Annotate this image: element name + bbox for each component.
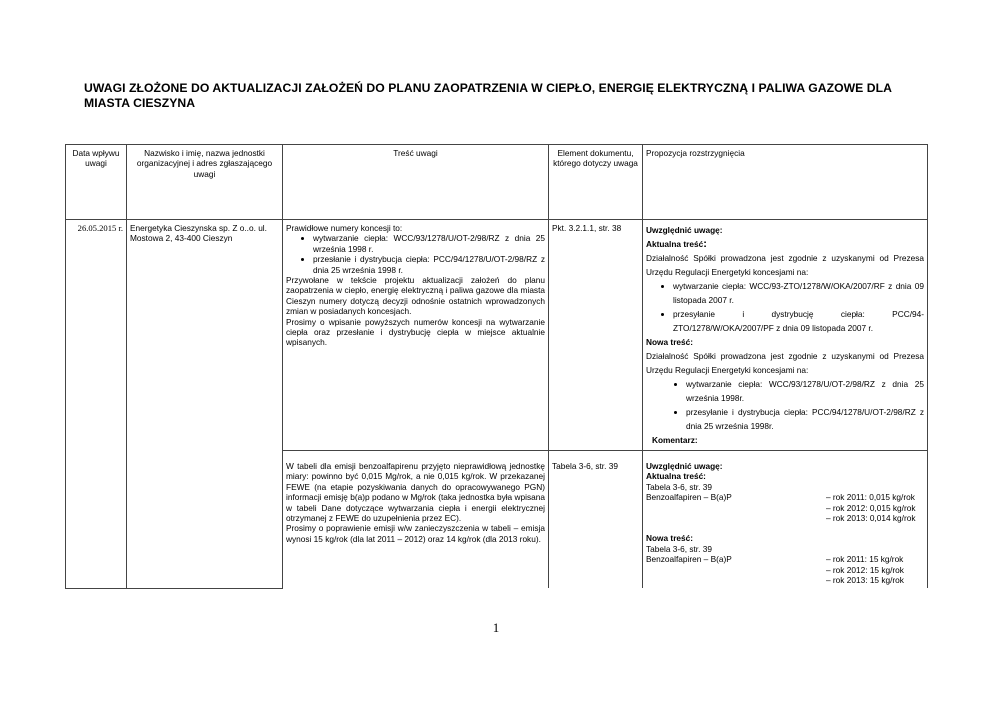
proposal-new-text: Działalność Spółki prowadzona jest zgodnie z uzyskanymi od Prezesa Urzędu Regulacji Energetyki koncesjami na:: [646, 351, 924, 375]
proposal-new-ref: Tabela 3-6, str. 39: [646, 543, 712, 554]
emission-row: – rok 2013: 15 kg/rok: [826, 575, 904, 586]
row-element: Tabela 3-6, str. 39: [549, 451, 643, 589]
content-intro: Prawidłowe numery koncesji to:: [286, 223, 403, 233]
content-paragraph: W tabeli dla emisji benzoalfapirenu przyjęto nieprawidłową jednostkę miary: powinno być 0,015 Mg/rok, a nie 0,015 kg/rok. W przekazanej FEWE (na etapie pozyskiwania danych do opracowywanego PGN) informacji emisję b(a)p podano w Mg/rok (taka jednostka była wpisana w tabeli Dane dotyczące wytwarzania ciepła i energii elektrycznej otrzymanej z FEWE do uzupełnienia przez EC).: [286, 461, 545, 524]
proposal-current-label: Aktualna treść:: [646, 471, 706, 482]
row-content: [283, 220, 549, 451]
proposal-current-label: Aktualna treść:: [646, 238, 707, 250]
header-name: Nazwisko i imię, nazwa jednostki organizacyjnej i adres zgłaszającego uwagi: [127, 145, 283, 220]
proposal-heading: Uwzględnić uwagę:: [646, 225, 723, 235]
row-content: [283, 451, 549, 589]
proposal-new-list: [646, 377, 924, 433]
page-number: 1: [492, 620, 500, 635]
list-item: • wytwarzanie ciepła: WCC/93-ZTO/1278/W/OKA/2007/RF z dnia 09 listopada 2007 r.: [673, 279, 924, 307]
proposal-current-text: Działalność Spółki prowadzona jest zgodnie z uzyskanymi od Prezesa Urzędu Regulacji Energetyki koncesjami na:: [646, 253, 924, 277]
header-proposal: Propozycja rozstrzygnięcia: [643, 145, 928, 220]
proposal-current-list: [646, 279, 924, 335]
emission-row: – rok 2013: 0,014 kg/rok: [826, 513, 916, 524]
emission-row: – rok 2012: 0,015 kg/rok: [826, 502, 916, 513]
content-list: [286, 233, 545, 275]
list-item: • przesłanie i dystrybucja ciepła: PCC/94/1278/U/OT-2/98/RZ z dnia 25 września 1998 r.: [313, 254, 545, 275]
header-content: Treść uwagi: [283, 145, 549, 220]
content-paragraph: Prosimy o wpisanie powyższych numerów koncesji na wytwarzanie ciepła oraz przesłanie i dystrybucję ciepła w miejsce aktualnie wpisanych.: [286, 316, 545, 348]
row-proposal: [643, 220, 928, 451]
list-item: • przesyłanie i dystrybucja ciepła: PCC/94/1278/U/OT-2/98/RZ z dnia 25 września 1998r.: [686, 405, 924, 433]
row-submitter: Energetyka Cieszynska sp. Z o..o. ul. Mostowa 2, 43-400 Cieszyn: [127, 220, 283, 589]
content-paragraph: Prosimy o poprawienie emisji w/w zanieczyszczenia w tabeli – emisja wynosi 15 kg/rok (dla lat 2011 – 2012) oraz 14 kg/rok (dla 2013 roku).: [286, 523, 545, 544]
header-element: Element dokumentu, którego dotyczy uwaga: [549, 145, 643, 220]
proposal-comment: Komentarz:: [652, 435, 698, 445]
row-proposal: [643, 451, 928, 589]
proposal-current-ref: Tabela 3-6, str. 39: [646, 481, 712, 492]
list-item: • przesyłanie i dystrybucję ciepła: PCC/94-ZTO/1278/W/OKA/2007/PF z dnia 09 listopada 2007 r.: [673, 307, 924, 335]
proposal-heading: Uwzględnić uwagę:: [646, 461, 723, 471]
row-date: 26.05.2015 r.: [66, 220, 127, 589]
document-title: UWAGI ZŁOŻONE DO AKTUALIZACJI ZAŁOŻEŃ DO PLANU ZAOPATRZENIA W CIEPŁO, ENERGIĘ ELEKTRYCZNĄ I PALIWA GAZOWE DLA MIASTA CIESZYNA: [84, 81, 892, 110]
table-header-row: [66, 145, 928, 220]
header-date: Data wpływu uwagi: [66, 145, 127, 220]
row-element: Pkt. 3.2.1.1, str. 38: [549, 220, 643, 451]
emission-row: – rok 2012: 15 kg/rok: [826, 564, 904, 575]
list-item: • wytwarzanie ciepła: WCC/93/1278/U/OT-2/98/RZ z dnia 25 września 1998 r.: [313, 233, 545, 254]
proposal-new-label: Nowa treść:: [646, 533, 694, 544]
content-paragraph: Przywołane w tekście projektu aktualizacji założeń do planu zaopatrzenia w ciepło, energię elektryczną i paliwa gazowe dla miasta Cieszyn numery dotyczą decyzji odnośnie ostatnich wprowadzonych zmian w posiadanych koncesjach.: [286, 275, 545, 317]
list-item: • wytwarzanie ciepła: WCC/93/1278/U/OT-2/98/RZ z dnia 25 września 1998r.: [686, 377, 924, 405]
emission-row: Benzoalfapiren – B(a)P – rok 2011: 0,015 kg/rok: [646, 492, 915, 503]
table-row: [66, 220, 928, 451]
remarks-table: [65, 144, 928, 589]
proposal-new-label: Nowa treść:: [646, 337, 694, 347]
emission-row: Benzoalfapiren – B(a)P – rok 2011: 15 kg/rok: [646, 554, 904, 565]
